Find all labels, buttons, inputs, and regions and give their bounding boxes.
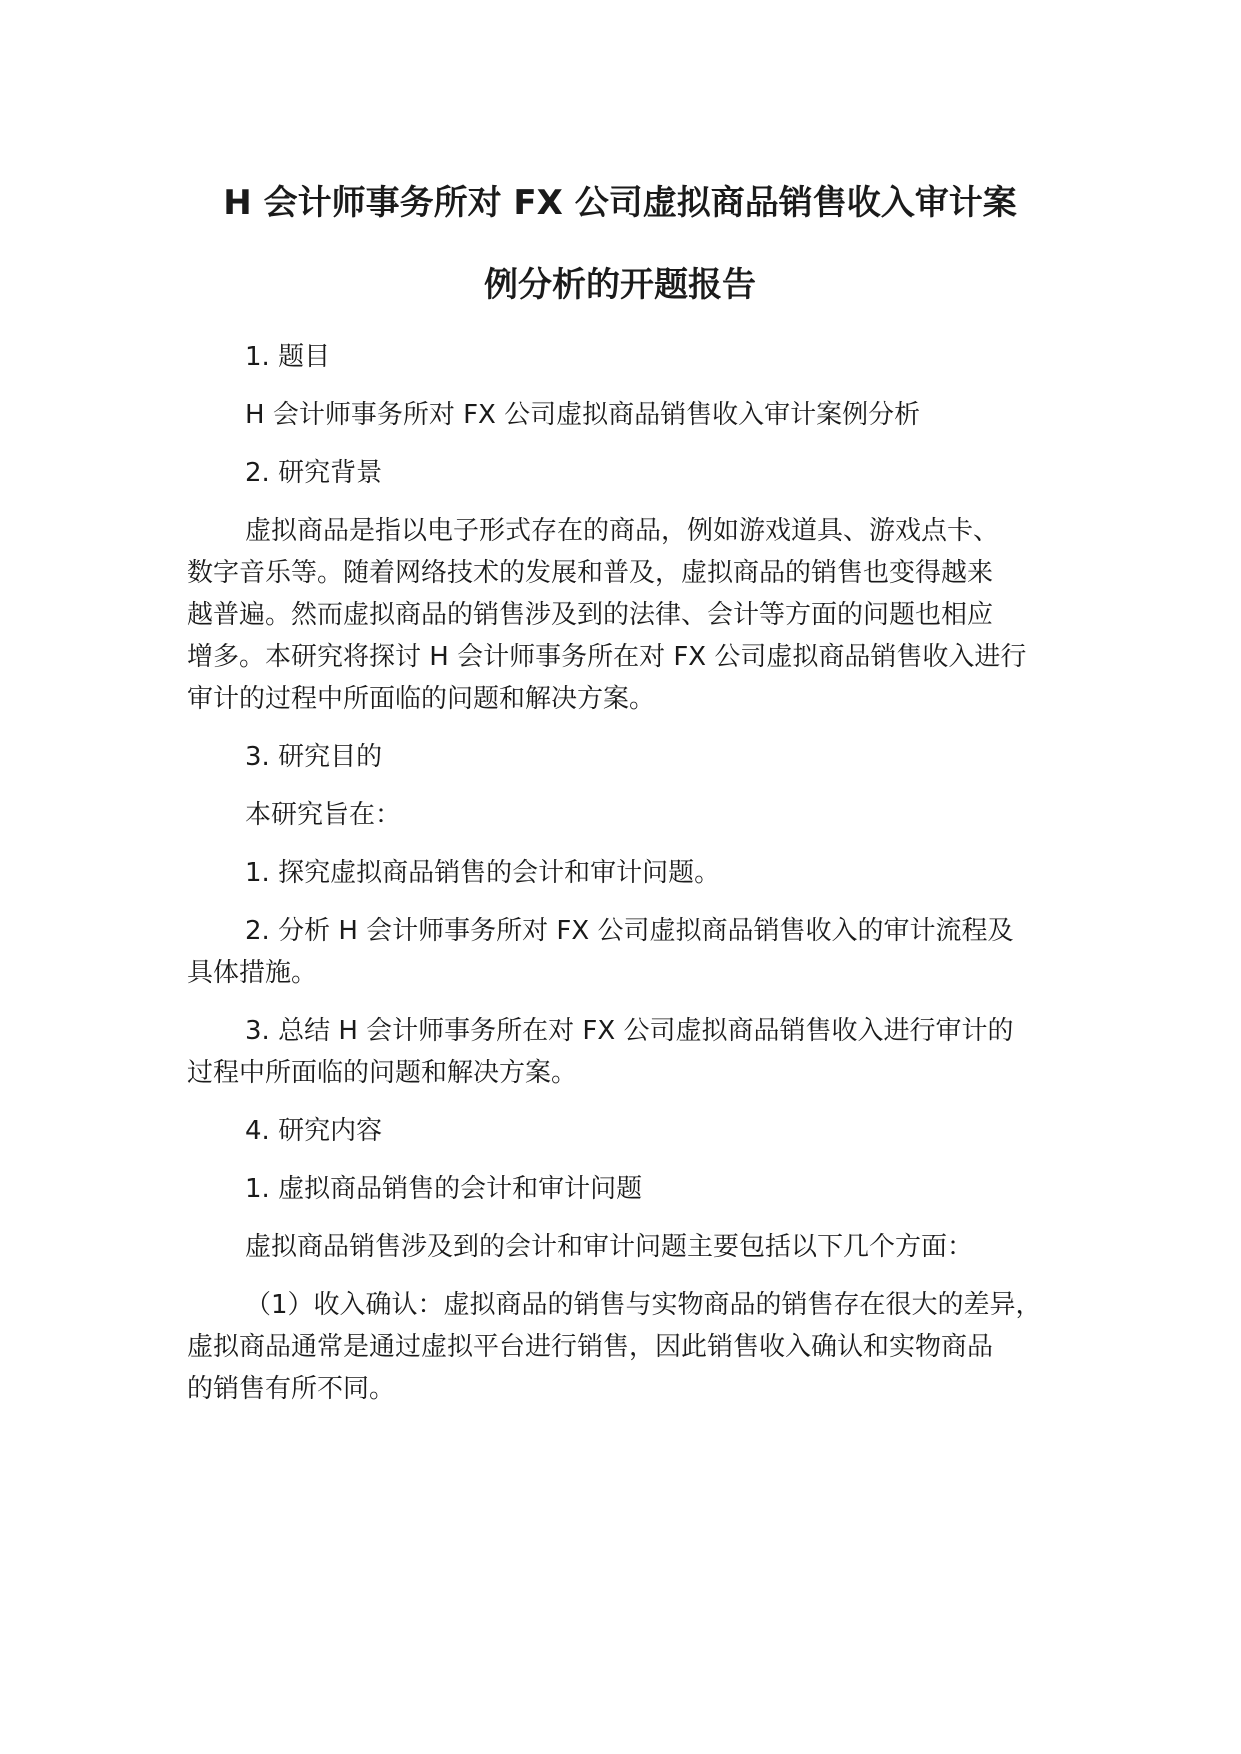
topic-text: H 会计师事务所对 FX 公司虚拟商品销售收入审计案例分析 [245, 400, 921, 430]
section-heading-purpose: 3. 研究目的 [245, 742, 383, 772]
purpose-intro: 本研究旨在： [245, 800, 402, 830]
purpose-item-3-line-2: 过程中所面临的问题和解决方案。 [187, 1058, 578, 1088]
purpose-item-2-line-2: 具体措施。 [187, 958, 318, 988]
content-point-1-line-2: 虚拟商品通常是通过虚拟平台进行销售，因此销售收入确认和实物商品 [187, 1332, 994, 1362]
purpose-item-1: 1. 探究虚拟商品销售的会计和审计问题。 [245, 858, 721, 888]
content-subheading-1: 1. 虚拟商品销售的会计和审计问题 [245, 1174, 643, 1204]
content-sub1-intro: 虚拟商品销售涉及到的会计和审计问题主要包括以下几个方面： [245, 1232, 974, 1262]
background-line-3: 越普遍。然而虚拟商品的销售涉及到的法律、会计等方面的问题也相应 [187, 600, 994, 630]
purpose-item-3-line-1: 3. 总结 H 会计师事务所在对 FX 公司虚拟商品销售收入进行审计的 [245, 1016, 1014, 1046]
background-line-1: 虚拟商品是指以电子形式存在的商品，例如游戏道具、游戏点卡、 [245, 516, 1000, 546]
content-point-1-line-1: （1）收入确认：虚拟商品的销售与实物商品的销售存在很大的差异， [245, 1290, 1042, 1320]
background-line-5: 审计的过程中所面临的问题和解决方案。 [187, 684, 656, 714]
section-heading-topic: 1. 题目 [245, 342, 331, 372]
section-heading-background: 2. 研究背景 [245, 458, 383, 488]
section-heading-content: 4. 研究内容 [245, 1116, 383, 1146]
background-line-4: 增多。本研究将探讨 H 会计师事务所在对 FX 公司虚拟商品销售收入进行 [187, 642, 1027, 672]
background-line-2: 数字音乐等。随着网络技术的发展和普及，虚拟商品的销售也变得越来 [187, 558, 994, 588]
document-title-line-2: 例分析的开题报告 [484, 265, 756, 305]
purpose-item-2-line-1: 2. 分析 H 会计师事务所对 FX 公司虚拟商品销售收入的审计流程及 [245, 916, 1014, 946]
document-title-line-1: H 会计师事务所对 FX 公司虚拟商品销售收入审计案 [223, 183, 1017, 223]
content-point-1-line-3: 的销售有所不同。 [187, 1374, 396, 1404]
